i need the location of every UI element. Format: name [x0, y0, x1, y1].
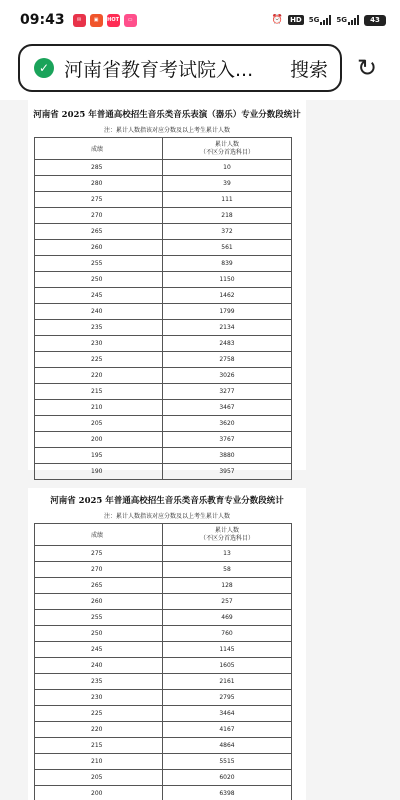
col-header-count-line2: （不区分首选科目）: [199, 148, 254, 156]
table-row: [35, 416, 292, 432]
video-app-icon: HOT: [107, 14, 120, 27]
table-row: [35, 738, 292, 754]
count-cell: 3026: [163, 368, 292, 384]
table-row: [35, 432, 292, 448]
doc-title: 河南省 2025 年普通高校招生音乐类音乐表演（器乐）专业分数段统计: [33, 110, 301, 120]
score-cell: 270: [35, 208, 163, 224]
count-cell: 4864: [163, 738, 292, 754]
table-row: [35, 610, 292, 626]
score-cell: 280: [35, 176, 163, 192]
table-row: [35, 176, 292, 192]
table-row: [35, 562, 292, 578]
count-cell: 4167: [163, 722, 292, 738]
count-cell: 1462: [163, 288, 292, 304]
count-cell: 3957: [163, 464, 292, 480]
col-header-score: 成绩: [35, 138, 163, 160]
score-cell: 215: [35, 384, 163, 400]
count-cell: 58: [163, 562, 292, 578]
table-row: [35, 160, 292, 176]
table-row: [35, 448, 292, 464]
count-cell: 13: [163, 546, 292, 562]
table-row: [35, 464, 292, 480]
count-cell: 3880: [163, 448, 292, 464]
count-cell: 1799: [163, 304, 292, 320]
score-cell: 220: [35, 368, 163, 384]
col-header-score: 成绩: [35, 524, 163, 546]
count-cell: 6020: [163, 770, 292, 786]
score-cell: 225: [35, 706, 163, 722]
doc-note: 注：累计人数指该对应分数及以上考生累计人数: [103, 513, 230, 520]
signal-bars-icon: [320, 15, 331, 25]
count-cell: 1150: [163, 272, 292, 288]
signal-bars-icon-2: [348, 15, 359, 25]
table-row: [35, 786, 292, 800]
hd-badge: HD: [290, 16, 302, 24]
status-bar: [0, 0, 400, 40]
status-time: 09:43: [20, 12, 65, 28]
table-row: [35, 288, 292, 304]
table-row: [35, 594, 292, 610]
count-cell: 760: [163, 626, 292, 642]
count-cell: 2758: [163, 352, 292, 368]
doc-note: 注：累计人数指该对应分数及以上考生累计人数: [103, 127, 230, 134]
table-row: [35, 642, 292, 658]
score-cell: 285: [35, 160, 163, 176]
score-cell: 250: [35, 626, 163, 642]
count-cell: 1605: [163, 658, 292, 674]
score-cell: 205: [35, 416, 163, 432]
message-app-icon: ✉: [73, 14, 86, 27]
score-cell: 210: [35, 400, 163, 416]
col-header-count: [163, 524, 292, 546]
count-cell: 1145: [163, 642, 292, 658]
score-cell: 240: [35, 304, 163, 320]
score-cell: 235: [35, 320, 163, 336]
score-table: [34, 137, 292, 480]
table-row: [35, 368, 292, 384]
col-header-count-line2: （不区分首选科目）: [199, 534, 254, 542]
score-cell: 195: [35, 448, 163, 464]
score-cell: 255: [35, 256, 163, 272]
table-row: [35, 770, 292, 786]
score-cell: 250: [35, 272, 163, 288]
count-cell: 2134: [163, 320, 292, 336]
score-cell: 200: [35, 432, 163, 448]
table-row: [35, 240, 292, 256]
document-page-2: [28, 488, 306, 800]
count-cell: 3464: [163, 706, 292, 722]
count-cell: 5515: [163, 754, 292, 770]
count-cell: 372: [163, 224, 292, 240]
count-cell: 839: [163, 256, 292, 272]
signal-1: [309, 15, 332, 25]
address-text[interactable]: 河南省教育考试院入...: [64, 58, 254, 81]
score-cell: 265: [35, 578, 163, 594]
score-cell: 260: [35, 240, 163, 256]
score-cell: 230: [35, 690, 163, 706]
score-cell: 190: [35, 464, 163, 480]
table-row: [35, 208, 292, 224]
page-content[interactable]: [0, 100, 400, 800]
score-cell: 205: [35, 770, 163, 786]
score-cell: 230: [35, 336, 163, 352]
col-header-count: [163, 138, 292, 160]
table-row: [35, 256, 292, 272]
table-row: [35, 658, 292, 674]
count-cell: 3467: [163, 400, 292, 416]
table-row: [35, 272, 292, 288]
address-bar[interactable]: [18, 44, 342, 92]
score-cell: 265: [35, 224, 163, 240]
alarm-icon: ⏰: [271, 15, 284, 25]
battery-icon: 43: [364, 15, 386, 26]
score-cell: 260: [35, 594, 163, 610]
count-cell: 257: [163, 594, 292, 610]
table-row: [35, 578, 292, 594]
secure-shield-icon: ✓: [34, 58, 54, 78]
count-cell: 39: [163, 176, 292, 192]
count-cell: 3277: [163, 384, 292, 400]
count-cell: 3767: [163, 432, 292, 448]
doc-title: 河南省 2025 年普通高校招生音乐类音乐教育专业分数段统计: [50, 496, 284, 506]
score-cell: 275: [35, 546, 163, 562]
table-row: [35, 674, 292, 690]
count-cell: 2483: [163, 336, 292, 352]
table-row: [35, 224, 292, 240]
score-cell: 245: [35, 288, 163, 304]
table-row: [35, 192, 292, 208]
score-cell: 235: [35, 674, 163, 690]
score-cell: 225: [35, 352, 163, 368]
status-indicators: [272, 15, 386, 26]
table-row: [35, 546, 292, 562]
col-header-count-line1: 累计人数: [214, 140, 239, 148]
search-button[interactable]: 搜索: [289, 58, 328, 81]
score-cell: 275: [35, 192, 163, 208]
count-cell: 111: [163, 192, 292, 208]
count-cell: 561: [163, 240, 292, 256]
table-row: [35, 304, 292, 320]
score-cell: 245: [35, 642, 163, 658]
table-row: [35, 400, 292, 416]
shopping-app-icon: ▣: [90, 14, 103, 27]
reload-icon[interactable]: ↻: [356, 54, 378, 82]
document-page-1: [28, 100, 306, 475]
count-cell: 6398: [163, 786, 292, 800]
table-row: [35, 384, 292, 400]
count-cell: 2161: [163, 674, 292, 690]
table-row: [35, 706, 292, 722]
score-cell: 270: [35, 562, 163, 578]
count-cell: 2795: [163, 690, 292, 706]
tv-app-icon: ▭: [124, 14, 137, 27]
network-type-label: 5G: [308, 16, 320, 24]
score-cell: 215: [35, 738, 163, 754]
table-row: [35, 336, 292, 352]
table-row: [35, 690, 292, 706]
network-type-label-2: 5G: [336, 16, 347, 24]
table-row: [35, 352, 292, 368]
count-cell: 3620: [163, 416, 292, 432]
table-row: [35, 320, 292, 336]
count-cell: 128: [163, 578, 292, 594]
score-cell: 255: [35, 610, 163, 626]
table-header-row: [35, 138, 292, 160]
count-cell: 469: [163, 610, 292, 626]
signal-2: [336, 15, 359, 25]
score-table: [34, 523, 292, 800]
score-cell: 220: [35, 722, 163, 738]
table-row: [35, 722, 292, 738]
count-cell: 218: [163, 208, 292, 224]
score-cell: 240: [35, 658, 163, 674]
count-cell: 10: [163, 160, 292, 176]
table-row: [35, 754, 292, 770]
score-cell: 200: [35, 786, 163, 800]
score-cell: 210: [35, 754, 163, 770]
table-row: [35, 626, 292, 642]
col-header-count-line1: 累计人数: [214, 526, 239, 534]
table-header-row: [35, 524, 292, 546]
